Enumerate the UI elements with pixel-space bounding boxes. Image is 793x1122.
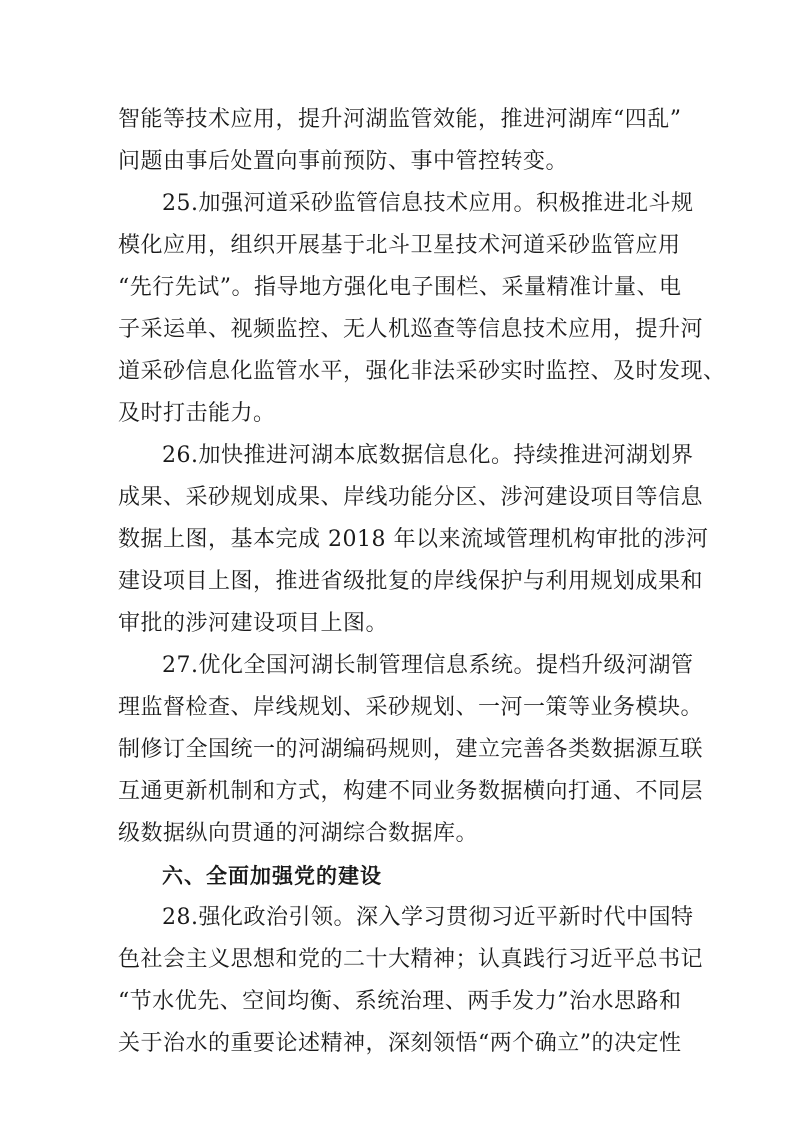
paragraph-line: 模化应用，组织开展基于北斗卫星技术河道采砂监管应用 bbox=[118, 233, 681, 258]
paragraph-line: “先行先试”。指导地方强化电子围栏、采量精准计量、电 bbox=[118, 275, 682, 300]
paragraph-line: 及时打击能力。 bbox=[118, 401, 276, 426]
paragraph-line: 审批的涉河建设项目上图。 bbox=[118, 611, 389, 636]
paragraph-line: 道采砂信息化监管水平，强化非法采砂实时监控、及时发现、 bbox=[118, 359, 726, 384]
paragraph-line: 28.强化政治引领。深入学习贯彻习近平新时代中国特 bbox=[162, 905, 694, 930]
section-heading: 六、全面加强党的建设 bbox=[162, 864, 382, 888]
paragraph-line: 26.加快推进河湖本底数据信息化。持续推进河湖划界 bbox=[162, 443, 694, 468]
paragraph-line: 色社会主义思想和党的二十大精神；认真践行习近平总书记 bbox=[118, 947, 704, 972]
paragraph-line: 数据上图，基本完成 2018 年以来流域管理机构审批的涉河 bbox=[118, 527, 709, 552]
paragraph-line: 级数据纵向贯通的河湖综合数据库。 bbox=[118, 821, 479, 846]
paragraph-line: 25.加强河道采砂监管信息技术应用。积极推进北斗规 bbox=[162, 191, 694, 216]
paragraph-line: 建设项目上图，推进省级批复的岸线保护与利用规划成果和 bbox=[118, 569, 704, 594]
paragraph-line: 成果、采砂规划成果、岸线功能分区、涉河建设项目等信息 bbox=[118, 485, 704, 510]
paragraph-line: 27.优化全国河湖长制管理信息系统。提档升级河湖管 bbox=[162, 653, 694, 678]
paragraph-line: 问题由事后处置向事前预防、事中管控转变。 bbox=[118, 149, 569, 174]
paragraph-line: 制修订全国统一的河湖编码规则，建立完善各类数据源互联 bbox=[118, 737, 704, 762]
paragraph-line: 互通更新机制和方式，构建不同业务数据横向打通、不同层 bbox=[118, 779, 704, 804]
paragraph-line: 关于治水的重要论述精神，深刻领悟“两个确立”的决定性 bbox=[118, 1031, 682, 1056]
paragraph-line: 智能等技术应用，提升河湖监管效能，推进河湖库“四乱” bbox=[118, 107, 682, 132]
paragraph-line: 理监督检查、岸线规划、采砂规划、一河一策等业务模块。 bbox=[118, 695, 704, 720]
paragraph-line: “节水优先、空间均衡、系统治理、两手发力”治水思路和 bbox=[118, 989, 682, 1014]
paragraph-line: 子采运单、视频监控、无人机巡查等信息技术应用，提升河 bbox=[118, 317, 704, 342]
